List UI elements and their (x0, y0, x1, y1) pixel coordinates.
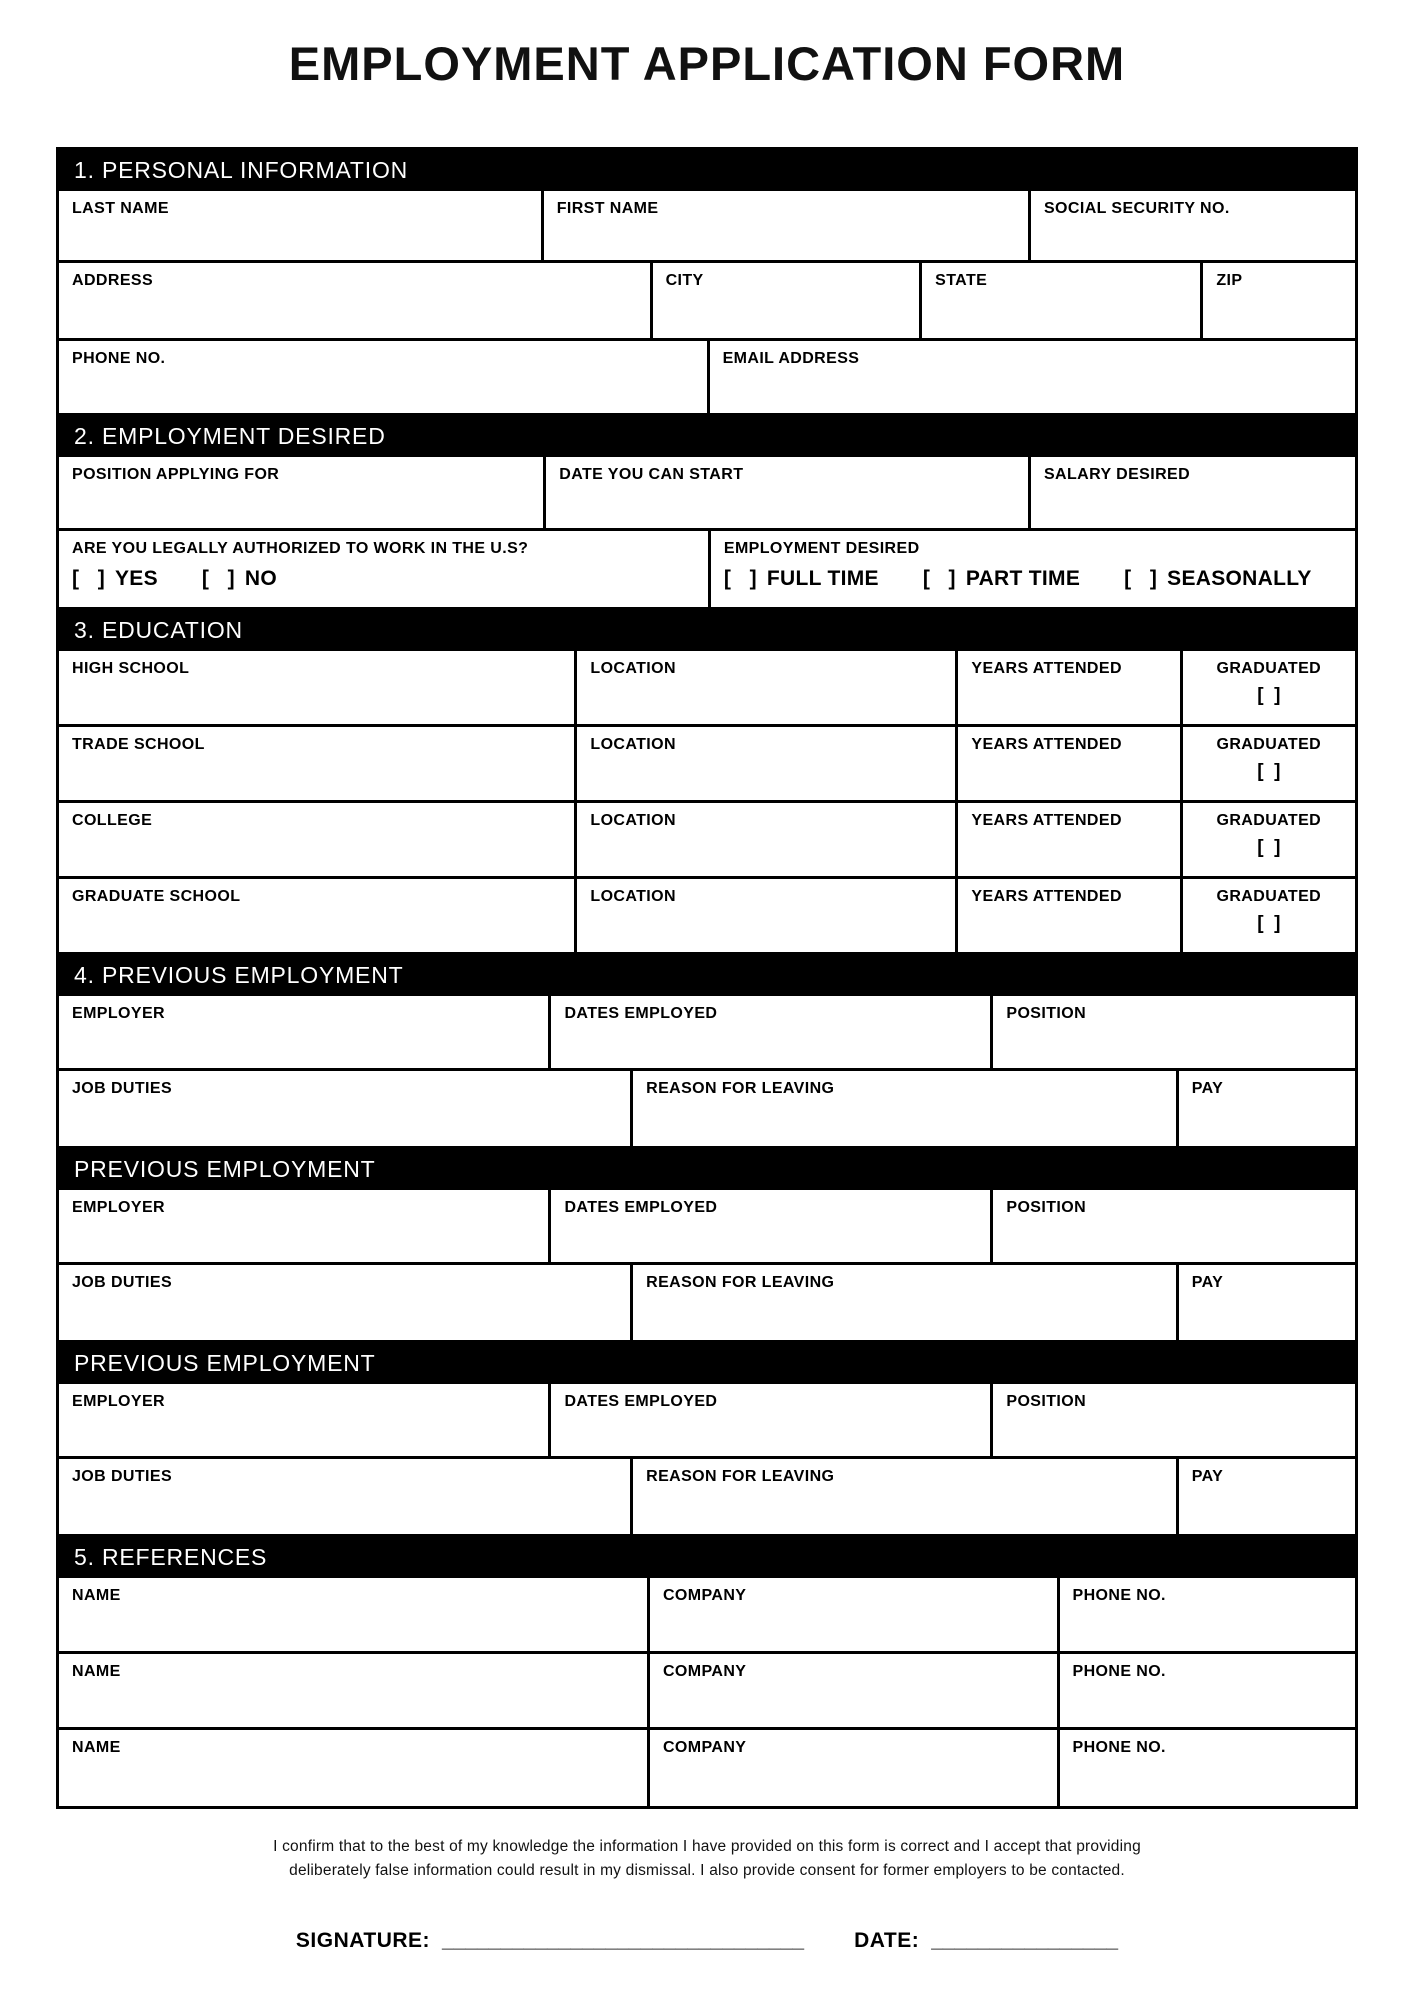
state-field[interactable] (922, 263, 1203, 338)
graduated-checkbox[interactable]: [ ] (1257, 685, 1281, 706)
city-label: CITY (665, 272, 704, 289)
section-header-personal-information (59, 150, 1355, 191)
position-label: POSITION (1006, 1005, 1087, 1022)
full-time-option-label: FULL TIME (766, 567, 879, 590)
reference-phone-label: PHONE NO. (1072, 1663, 1166, 1680)
dates-employed-label: DATES EMPLOYED (564, 1005, 718, 1022)
position-field-2[interactable] (993, 1190, 1355, 1262)
application-form (56, 147, 1358, 1809)
section-header-label: 4. PREVIOUS EMPLOYMENT (74, 962, 404, 988)
employment-type-label: EMPLOYMENT DESIRED (723, 540, 920, 557)
authorization-options (72, 567, 695, 591)
full-time-checkbox-box-icon: [ ] (723, 567, 757, 590)
position-applying-field[interactable] (59, 457, 546, 528)
reference-phone-label: PHONE NO. (1072, 1587, 1166, 1604)
part-time-checkbox-box-icon: [ ] (922, 567, 956, 590)
reference-row-2 (59, 1654, 1355, 1730)
pay-label: PAY (1191, 1080, 1224, 1097)
years-attended-label: YEARS ATTENDED (971, 660, 1122, 677)
trade-school-location-field[interactable] (577, 727, 958, 800)
location-label: LOCATION (590, 660, 676, 677)
dates-employed-label: DATES EMPLOYED (564, 1393, 718, 1410)
part-time-option-label: PART TIME (965, 567, 1081, 590)
position-applying-label: POSITION APPLYING FOR (72, 466, 280, 483)
reference-name-field-2[interactable] (59, 1654, 650, 1727)
authorization-row (59, 531, 1355, 610)
high-school-years-field[interactable] (958, 651, 1182, 724)
employer-field-3[interactable] (59, 1384, 551, 1456)
employer-label: EMPLOYER (72, 1393, 165, 1410)
no-option-label: NO (244, 567, 278, 590)
seasonally-checkbox-box-icon: [ ] (1124, 567, 1158, 590)
salary-desired-field[interactable] (1031, 457, 1355, 528)
phone-email-row (59, 341, 1355, 416)
reference-phone-field-2[interactable] (1060, 1654, 1356, 1727)
employment-type-field (711, 531, 1355, 607)
education-row-college (59, 803, 1355, 879)
last-name-field[interactable] (59, 191, 544, 260)
school-label: HIGH SCHOOL (72, 660, 190, 677)
section-header-education (59, 610, 1355, 651)
first-name-field[interactable] (544, 191, 1031, 260)
school-label: COLLEGE (72, 812, 153, 829)
phone-label: PHONE NO. (72, 350, 166, 367)
employment-block-2-row-2 (59, 1265, 1355, 1343)
job-duties-label: JOB DUTIES (72, 1274, 173, 1291)
full-time-checkbox[interactable] (724, 567, 879, 591)
graduated-label: GRADUATED (1216, 812, 1322, 829)
work-authorization-label: ARE YOU LEGALLY AUTHORIZED TO WORK IN THE U.S? (72, 540, 529, 557)
position-label: POSITION (1006, 1393, 1087, 1410)
section-header-label: PREVIOUS EMPLOYMENT (74, 1156, 376, 1182)
employer-field-1[interactable] (59, 996, 551, 1068)
reason-for-leaving-field-2[interactable] (633, 1265, 1179, 1340)
graduate-school-location-field[interactable] (577, 879, 958, 952)
social-security-field[interactable] (1031, 191, 1355, 260)
section-header-label: 5. REFERENCES (74, 1544, 268, 1570)
graduate-school-years-field[interactable] (958, 879, 1182, 952)
disclaimer-line-1: I confirm that to the best of my knowledge the information I have provided on this form is correct and I accept that providing (273, 1838, 1141, 1855)
first-name-label: FIRST NAME (556, 200, 659, 217)
reference-name-field-3[interactable] (59, 1730, 650, 1806)
graduated-label: GRADUATED (1216, 660, 1322, 677)
no-checkbox-box-icon: [ ] (201, 567, 235, 590)
job-duties-field-2[interactable] (59, 1265, 633, 1340)
page-title: EMPLOYMENT APPLICATION FORM (288, 37, 1126, 90)
location-label: LOCATION (590, 736, 676, 753)
years-attended-label: YEARS ATTENDED (971, 812, 1122, 829)
years-attended-label: YEARS ATTENDED (971, 736, 1122, 753)
section-header-label: 2. EMPLOYMENT DESIRED (74, 423, 386, 449)
graduated-checkbox[interactable]: [ ] (1257, 913, 1281, 934)
reference-row-1 (59, 1578, 1355, 1654)
work-authorization-field (59, 531, 711, 607)
position-label: POSITION (1006, 1199, 1087, 1216)
reference-name-field-1[interactable] (59, 1578, 650, 1651)
high-school-graduated-field (1183, 651, 1355, 724)
section-header-previous-employment-3 (59, 1343, 1355, 1384)
location-label: LOCATION (590, 812, 676, 829)
section-header-references (59, 1537, 1355, 1578)
employment-block-2-row-1 (59, 1190, 1355, 1265)
pay-field-1[interactable] (1179, 1071, 1355, 1146)
high-school-field[interactable] (59, 651, 577, 724)
graduate-school-graduated-field (1183, 879, 1355, 952)
reference-company-field-1[interactable] (650, 1578, 1060, 1651)
part-time-checkbox[interactable] (923, 567, 1080, 591)
graduated-checkbox[interactable]: [ ] (1257, 837, 1281, 858)
reference-phone-field-1[interactable] (1060, 1578, 1356, 1651)
date-label: DATE: (854, 1929, 920, 1953)
job-duties-field-1[interactable] (59, 1071, 633, 1146)
address-field[interactable] (59, 263, 653, 338)
employer-label: EMPLOYER (72, 1005, 165, 1022)
trade-school-graduated-field (1183, 727, 1355, 800)
job-duties-label: JOB DUTIES (72, 1468, 173, 1485)
section-header-employment-desired (59, 416, 1355, 457)
zip-field[interactable] (1203, 263, 1355, 338)
reason-for-leaving-field-3[interactable] (633, 1459, 1179, 1534)
education-row-high-school (59, 651, 1355, 727)
start-date-field[interactable] (546, 457, 1031, 528)
address-label: ADDRESS (72, 272, 154, 289)
name-row (59, 191, 1355, 263)
graduated-checkbox[interactable]: [ ] (1257, 761, 1281, 782)
address-row (59, 263, 1355, 341)
college-graduated-field (1183, 803, 1355, 876)
salary-desired-label: SALARY DESIRED (1043, 466, 1191, 483)
graduated-label: GRADUATED (1216, 736, 1322, 753)
employment-block-3-row-2 (59, 1459, 1355, 1537)
reason-for-leaving-field-1[interactable] (633, 1071, 1179, 1146)
college-years-field[interactable] (958, 803, 1182, 876)
start-date-label: DATE YOU CAN START (559, 466, 744, 483)
employer-label: EMPLOYER (72, 1199, 165, 1216)
disclaimer-line-2: deliberately false information could result in my dismissal. I also provide consent for former employers to be contacted. (289, 1862, 1125, 1880)
reason-for-leaving-label: REASON FOR LEAVING (646, 1274, 835, 1291)
reference-name-label: NAME (72, 1739, 121, 1756)
pay-field-2[interactable] (1179, 1265, 1355, 1340)
employer-field-2[interactable] (59, 1190, 551, 1262)
job-duties-label: JOB DUTIES (72, 1080, 173, 1097)
college-location-field[interactable] (577, 803, 958, 876)
signature-section (0, 1929, 1414, 1953)
zip-label: ZIP (1216, 272, 1243, 289)
reference-name-label: NAME (72, 1587, 121, 1604)
yes-checkbox-box-icon: [ ] (72, 567, 105, 590)
job-duties-field-3[interactable] (59, 1459, 633, 1534)
seasonally-option-label: SEASONALLY (1167, 567, 1312, 590)
social-security-label: SOCIAL SECURITY NO. (1043, 200, 1230, 217)
school-label: TRADE SCHOOL (72, 736, 205, 753)
pay-label: PAY (1191, 1274, 1224, 1291)
date-line[interactable]: ________________ (931, 1929, 1119, 1953)
reference-company-label: COMPANY (662, 1663, 747, 1680)
trade-school-field[interactable] (59, 727, 577, 800)
location-label: LOCATION (590, 888, 676, 905)
school-label: GRADUATE SCHOOL (72, 888, 241, 905)
signature-label: SIGNATURE: (295, 1929, 431, 1953)
position-field-1[interactable] (993, 996, 1355, 1068)
yes-option-label: YES (115, 567, 158, 590)
dates-employed-field-1[interactable] (551, 996, 993, 1068)
phone-field[interactable] (59, 341, 710, 413)
reference-phone-field-3[interactable] (1060, 1730, 1356, 1806)
pay-label: PAY (1191, 1468, 1224, 1485)
graduate-school-field[interactable] (59, 879, 577, 952)
dates-employed-label: DATES EMPLOYED (564, 1199, 718, 1216)
years-attended-label: YEARS ATTENDED (971, 888, 1122, 905)
position-row (59, 457, 1355, 531)
graduated-label: GRADUATED (1216, 888, 1322, 905)
position-field-3[interactable] (993, 1384, 1355, 1456)
pay-field-3[interactable] (1179, 1459, 1355, 1534)
reference-company-field-3[interactable] (650, 1730, 1060, 1806)
yes-checkbox[interactable] (72, 567, 158, 591)
reason-for-leaving-label: REASON FOR LEAVING (646, 1080, 835, 1097)
college-field[interactable] (59, 803, 577, 876)
education-row-trade-school (59, 727, 1355, 803)
dates-employed-field-2[interactable] (551, 1190, 993, 1262)
reference-row-3 (59, 1730, 1355, 1806)
seasonally-checkbox[interactable] (1124, 567, 1312, 591)
employment-block-1-row-1 (59, 996, 1355, 1071)
reference-company-label: COMPANY (662, 1587, 747, 1604)
reason-for-leaving-label: REASON FOR LEAVING (646, 1468, 835, 1485)
section-header-label: PREVIOUS EMPLOYMENT (74, 1350, 376, 1376)
no-checkbox[interactable] (202, 567, 277, 591)
education-row-graduate-school (59, 879, 1355, 955)
state-label: STATE (935, 272, 988, 289)
reference-phone-label: PHONE NO. (1072, 1739, 1166, 1756)
disclaimer-text (0, 1835, 1414, 1883)
dates-employed-field-3[interactable] (551, 1384, 993, 1456)
employment-block-1-row-2 (59, 1071, 1355, 1149)
section-header-previous-employment-1 (59, 955, 1355, 996)
city-field[interactable] (653, 263, 923, 338)
high-school-location-field[interactable] (577, 651, 958, 724)
last-name-label: LAST NAME (72, 200, 169, 217)
trade-school-years-field[interactable] (958, 727, 1182, 800)
reference-name-label: NAME (72, 1663, 121, 1680)
email-field[interactable] (710, 341, 1355, 413)
employment-type-options (724, 567, 1342, 591)
reference-company-label: COMPANY (662, 1739, 747, 1756)
section-header-label: 3. EDUCATION (74, 617, 243, 643)
section-header-previous-employment-2 (59, 1149, 1355, 1190)
reference-company-field-2[interactable] (650, 1654, 1060, 1727)
section-header-label: 1. PERSONAL INFORMATION (74, 157, 409, 183)
employment-block-3-row-1 (59, 1384, 1355, 1459)
email-label: EMAIL ADDRESS (722, 350, 860, 367)
signature-line[interactable]: _______________________________ (442, 1929, 805, 1953)
